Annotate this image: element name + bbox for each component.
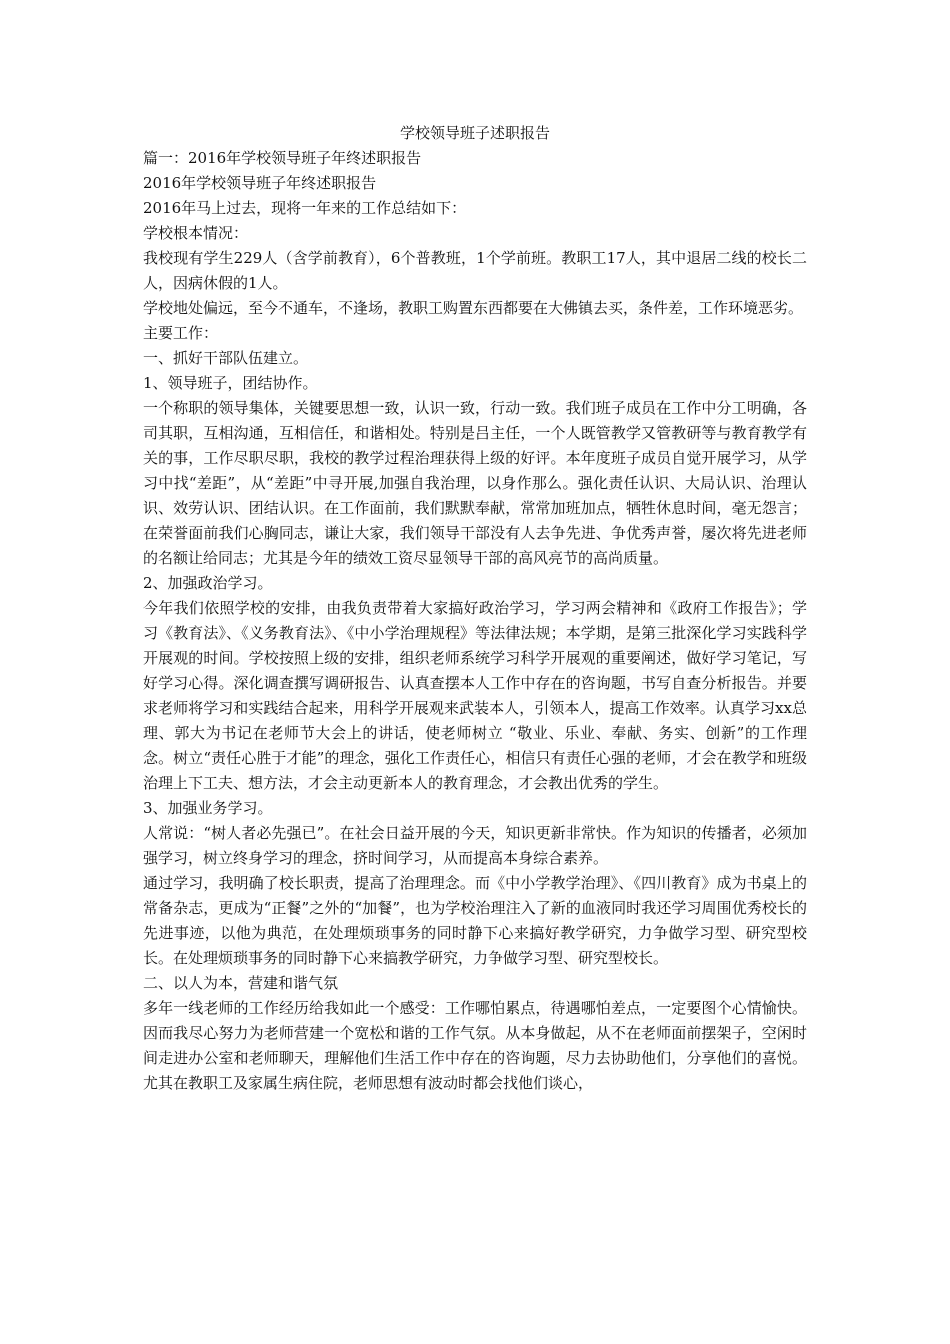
subsection-heading: 1、领导班子，团结协作。 (143, 374, 318, 392)
paragraph: 人常说：“树人者必先强已”。在社会日益开展的今天，知识更新非常快。作为知识的传播者，必须加强学习，树立终身学习的理念，挤时间学习，从而提高本身综合素养。 (143, 824, 807, 867)
paragraph: 2016年马上过去，现将一年来的工作总结如下： (143, 199, 467, 217)
paragraph: 我校现有学生229人（含学前教育），6个普教班，1个学前班。教职工17人，其中退居二线的校长二人，因病休假的1人。 (143, 249, 807, 292)
paragraph: 今年我们依照学校的安排，由我负责带着大家搞好政治学习，学习两会精神和《政府工作报告》；学习《教育法》、《义务教育法》、《中小学治理规程》等法律法规；本学期，是第三批深化学习实践科学开展观的时间。学校按照上级的安排，组织老师系统学习科学开展观的重要阐述，做好学习笔记，写好学习心得。深化调查撰写调研报告、认真查摆本人工作中存在的咨询题，书写自查分析报告。并要求老师将学习和实践结合起来，用科学开展观来武装本人，引领本人，提高工作效率。认真学习xx总理、郭大为书记在老师节大会上的讲话，使老师树立 “敬业、乐业、奉献、务实、创新”的工作理念。树立“责任心胜于才能”的理念，强化工作责任心，相信只有责任心强的老师，才会在教学和班级治理上下工夫、想方法，才会主动更新本人的教育理念，才会教出优秀的学生。 (143, 599, 807, 792)
paragraph: 学校根本情况： (143, 224, 249, 242)
paragraph: 一个称职的领导集体，关键要思想一致，认识一致，行动一致。我们班子成员在工作中分工明确，各司其职，互相沟通，互相信任，和谐相处。特别是吕主任，一个人既管教学又管教研等与教育教学有关的事，工作尽职尽职，我校的教学过程治理获得上级的好评。本年度班子成员自觉开展学习，从学习中找“差距”，从“差距”中寻开展,加强自我治理，以身作那么。强化责任认识、大局认识、治理认识、效劳认识、团结认识。在工作面前，我们默默奉献，常常加班加点，牺牲休息时间，毫无怨言；在荣誉面前我们心胸同志，谦让大家，我们领导干部没有人去争先进、争优秀声誉，屡次将先进老师的名额让给同志；尤其是今年的绩效工资尽显领导干部的高风亮节的高尚质量。 (143, 399, 807, 567)
section-heading: 二、以人为本，营建和谐气氛 (143, 974, 339, 992)
section-heading: 主要工作： (143, 324, 219, 342)
paragraph: 通过学习，我明确了校长职责，提高了治理理念。而《中小学教学治理》、《四川教育》成为书桌上的常备杂志，更成为“正餐”之外的“加餐”，也为学校治理注入了新的血液同时我还学习周围优秀校长的先进事迹，以他为典范，在处理烦琐事务的同时静下心来搞好教学研究，力争做学习型、研究型校长。在处理烦琐事务的同时静下心来搞教学研究，力争做学习型、研究型校长。 (143, 874, 807, 967)
section-heading: 一、抓好干部队伍建立。 (143, 349, 309, 367)
subsection-heading: 3、加强业务学习。 (143, 799, 273, 817)
paragraph: 多年一线老师的工作经历给我如此一个感受：工作哪怕累点，待遇哪怕差点，一定要图个心情愉快。因而我尽心努力为老师营建一个宽松和谐的工作气氛。从本身做起，从不在老师面前摆架子，空闲时间走进办公室和老师聊天，理解他们生活工作中存在的咨询题，尽力去协助他们，分享他们的喜悦。尤其在教职工及家属生病住院，老师思想有波动时都会找他们谈心， (143, 999, 807, 1092)
paragraph: 篇一：2016年学校领导班子年终述职报告 (143, 149, 422, 167)
document-title: 学校领导班子述职报告 (399, 124, 550, 142)
document-body (143, 146, 807, 1096)
paragraph: 学校地处偏远，至今不通车，不逢场，教职工购置东西都要在大佛镇去买，条件差，工作环境恶劣。 (143, 299, 804, 317)
paragraph: 2016年学校领导班子年终述职报告 (143, 174, 377, 192)
subsection-heading: 2、加强政治学习。 (143, 574, 273, 592)
